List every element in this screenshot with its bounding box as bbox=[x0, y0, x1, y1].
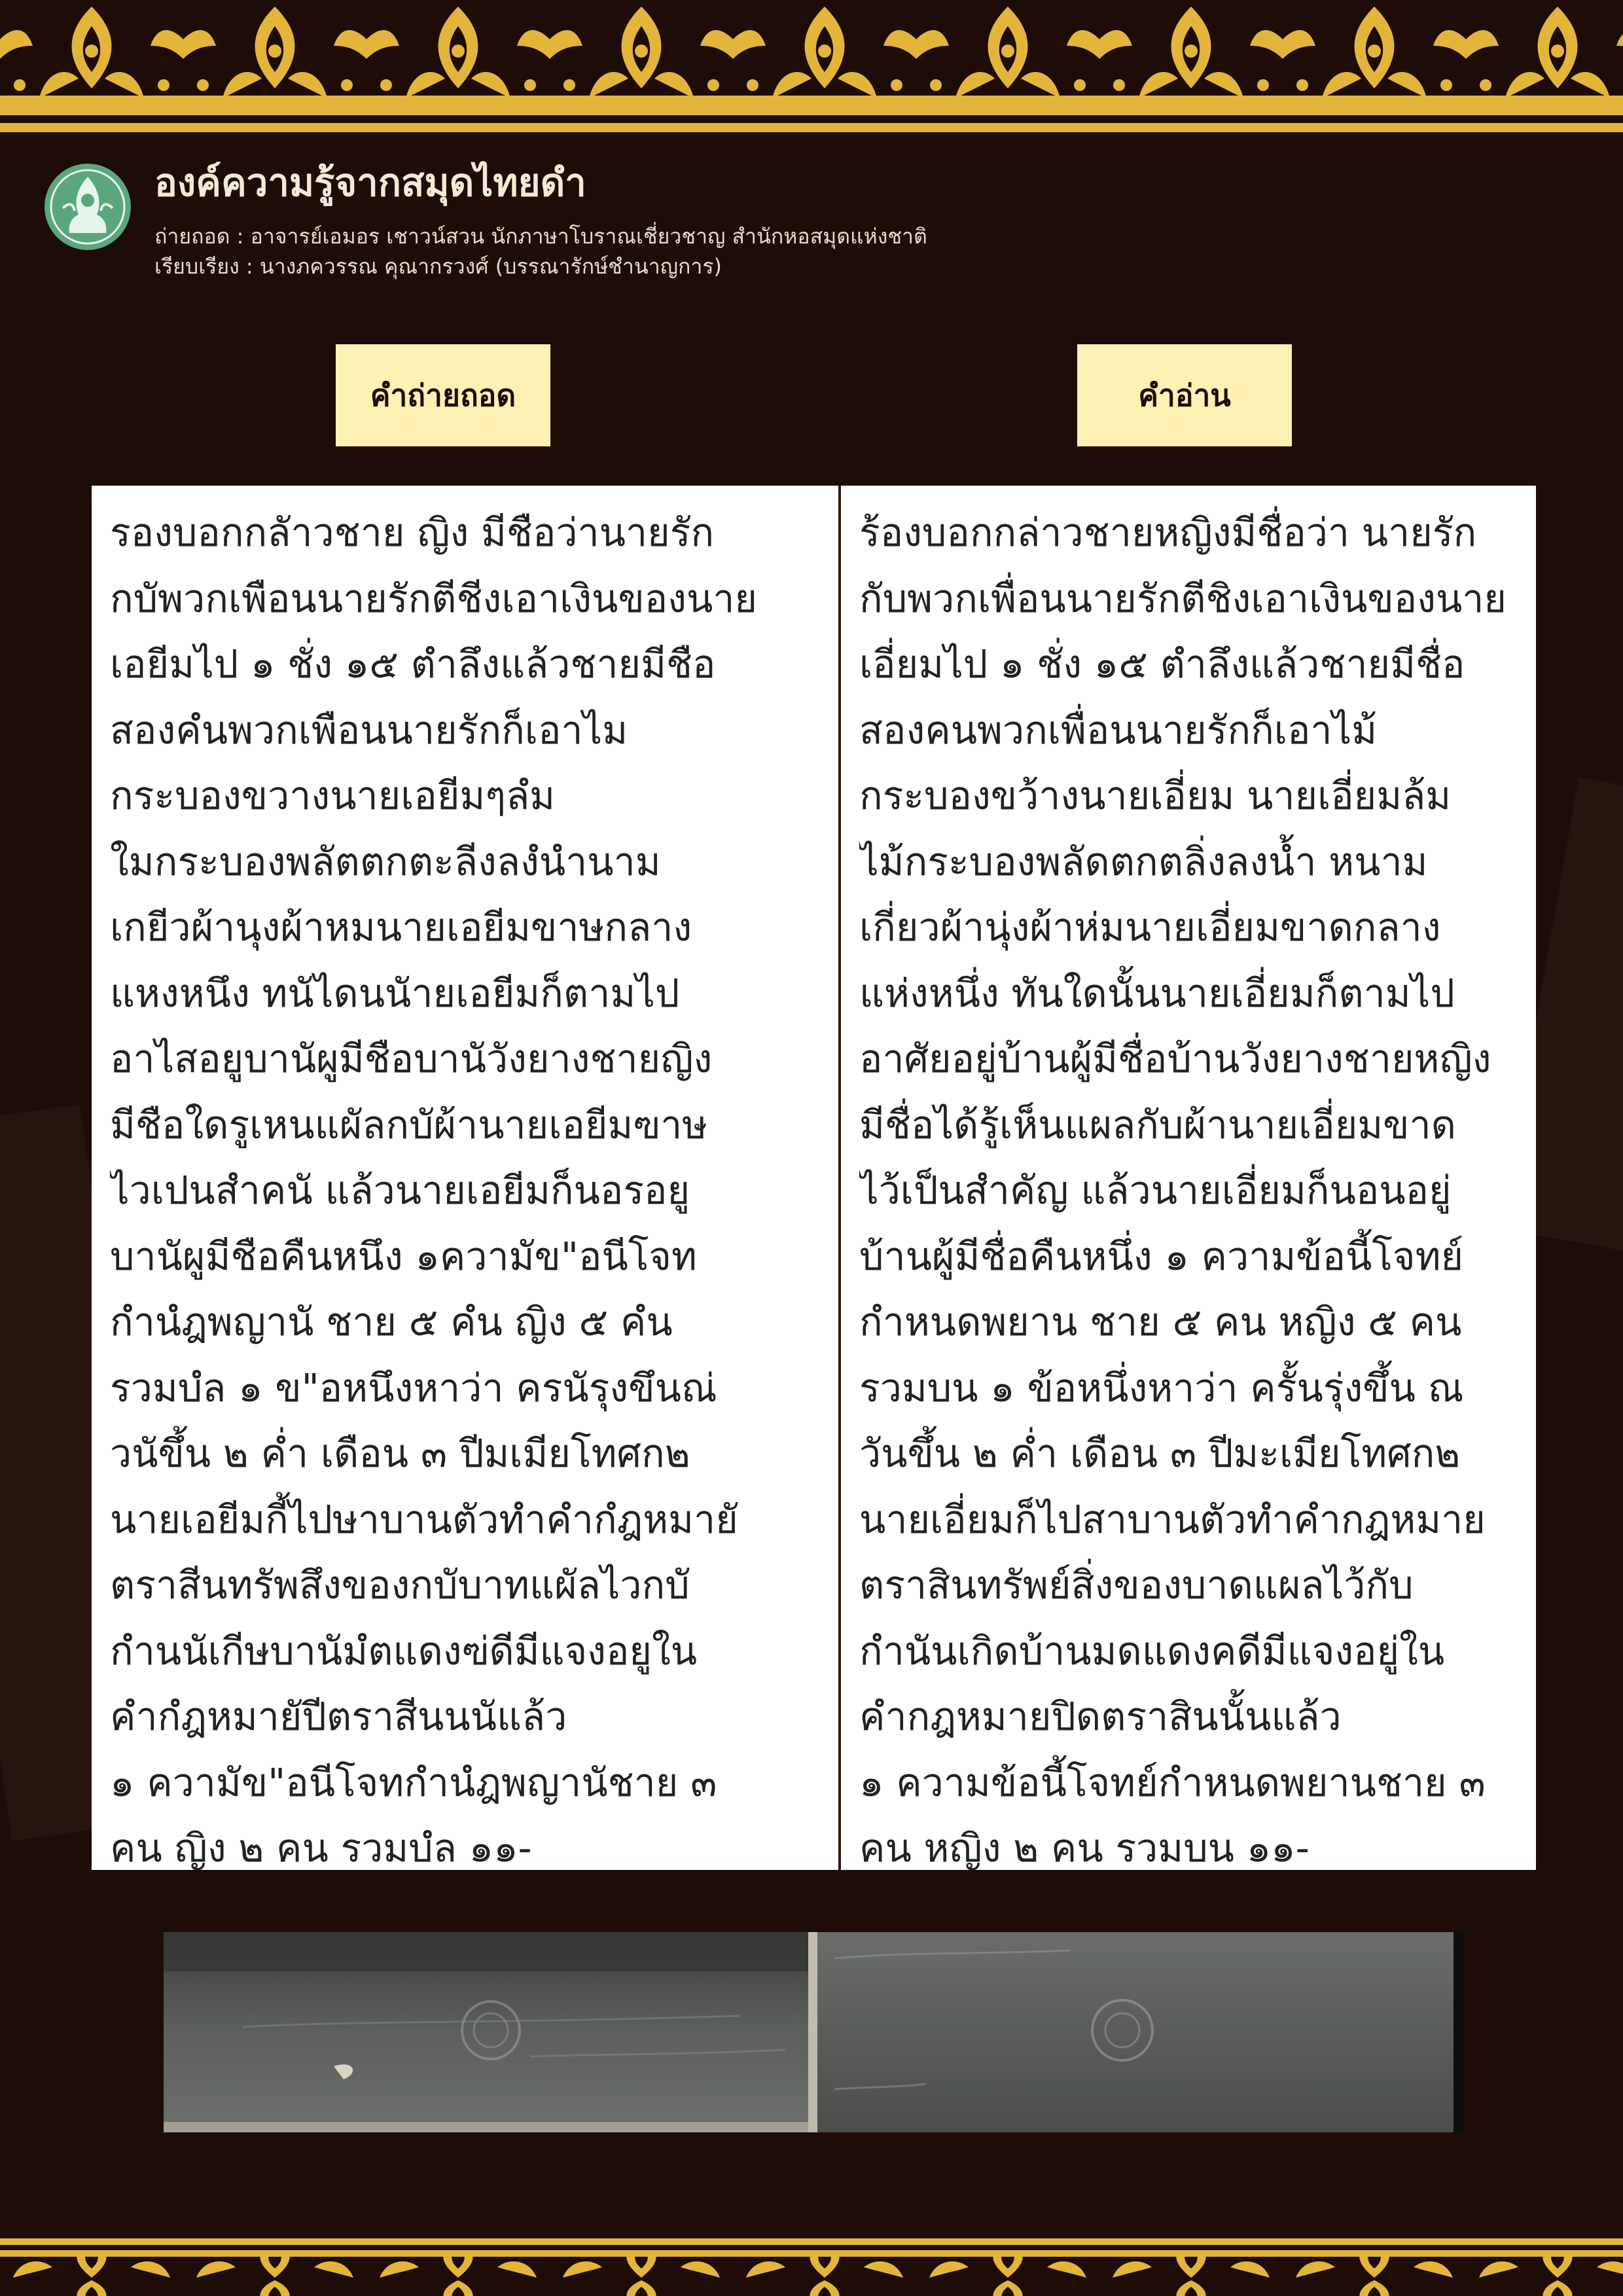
national-library-emblem-icon bbox=[43, 162, 132, 251]
manuscript-image-left bbox=[164, 1932, 808, 2132]
transcription-line: แหงหนึง ทนัไดนนัายเอยีมก็ตามไป bbox=[110, 970, 680, 1016]
reading-column-label: คำอ่าน bbox=[1077, 344, 1292, 446]
reading-line: ตราสินทรัพย์สิ่งของบาดแผลไว้กับ bbox=[859, 1562, 1414, 1607]
reading-line: นายเอี่ยมก็ไปสาบานตัวทำคำกฎหมาย bbox=[859, 1496, 1486, 1542]
transcription-line: มีชือใดรูเหนแผัลกบัผ้านายเอยีมฃาษ bbox=[110, 1102, 708, 1147]
transcription-line: สองคํนพวกเพือนนายรักก็เอาไม bbox=[110, 707, 628, 753]
reading-line: เอี่ยมไป ๑ ชั่ง ๑๕ ตำลึงแล้วชายมีชื่อ bbox=[859, 641, 1465, 687]
transcription-line: วนัขึ้น ๒ ค่ำ เดือน ๓ ปีมเมียโทศก๒ bbox=[110, 1431, 690, 1476]
page-title: องค์ความรู้จากสมุดไทยดำ bbox=[154, 160, 586, 205]
reading-line: กับพวกเพื่อนนายรักตีชิงเอาเงินของนาย bbox=[859, 575, 1507, 621]
reading-line: อาศัยอยู่บ้านผู้มีชื่อบ้านวังยางชายหญิง bbox=[859, 1036, 1491, 1081]
transcriber-credit: ถ่ายถอด : อาจารย์เอมอร เชาวน์สวน นักภาษาโบราณเชี่ยวชาญ สำนักหอสมุดแห่งชาติ bbox=[154, 224, 927, 249]
transcription-line: ตราสีนทรัพสึงของกบับาทแผัลไวกบั bbox=[110, 1562, 690, 1607]
reading-line: เกี่ยวผ้านุ่งผ้าห่มนายเอี่ยมขาดกลาง bbox=[859, 905, 1441, 950]
transcription-line: ใมกระบองพลัตตกตะลีงลงํนำนาม bbox=[110, 838, 661, 884]
reading-line: มีชื่อได้รู้เห็นแผลกับผ้านายเอี่ยมขาด bbox=[859, 1102, 1456, 1147]
reading-line: รวมบน ๑ ข้อหนึ่งหาว่า ครั้นรุ่งขึ้น ณ bbox=[859, 1365, 1464, 1410]
transcription-line: รองบอกกลัาวชาย ญิง มีชือว่านายรัก bbox=[110, 510, 715, 555]
transcription-column-label: คำถ่ายถอด bbox=[336, 344, 550, 446]
reading-line: ร้องบอกกล่าวชายหญิงมีชื่อว่า นายรัก bbox=[859, 510, 1477, 555]
reading-line: สองคนพวกเพื่อนนายรักก็เอาไม้ bbox=[859, 707, 1378, 753]
transcription-line: กบัพวกเพือนนายรักตีชีงเอาเงินของนาย bbox=[110, 575, 757, 621]
transcription-line: คน ญิง ๒ คน รวมบํล ๑๑- bbox=[110, 1825, 532, 1870]
reading-line: ไว้เป็นสำคัญ แล้วนายเอี่ยมก็นอนอยู่ bbox=[859, 1168, 1452, 1213]
reading-line: บ้านผู้มีชื่อคืนหนึ่ง ๑ ความข้อนี้โจทย์ bbox=[859, 1233, 1464, 1279]
transcription-line: อาไสอยูบานัผูมีชือบานัวังยางชายญิง bbox=[110, 1036, 713, 1081]
reading-line: แห่งหนึ่ง ทันใดนั้นนายเอี่ยมก็ตามไป bbox=[859, 970, 1455, 1016]
top-ornamental-border bbox=[0, 0, 1623, 139]
reading-line: ๑ ความข้อนี้โจทย์กำหนดพยานชาย ๓ bbox=[859, 1759, 1486, 1805]
transcription-panel bbox=[92, 486, 838, 1870]
manuscript-image-right bbox=[808, 1932, 1463, 2132]
compiler-credit: เรียบเรียง : นางภควรรณ คุณากรวงศ์ (บรรณารักษ์ชำนาญการ) bbox=[154, 254, 722, 279]
transcription-line: รวมบํล ๑ ข"อหนึงหาว่า ครนัรุงขึนณ่ bbox=[110, 1365, 717, 1410]
reading-line: คำกฎหมายปิดตราสินนั้นแล้ว bbox=[859, 1694, 1342, 1739]
transcription-line: บานัผูมีชือคืนหนึง ๑ความัข"อนีโจท bbox=[110, 1233, 697, 1279]
transcription-line: คำกํฎหมายัปีตราสีนนนัแล้ว bbox=[110, 1694, 567, 1739]
reading-panel bbox=[841, 486, 1536, 1870]
transcription-line: เอยีมไป ๑ ชั่ง ๑๕ ตำลึงแล้วชายมีชือ bbox=[110, 641, 716, 687]
reading-line: กำหนดพยาน ชาย ๕ คน หญิง ๕ คน bbox=[859, 1299, 1462, 1344]
transcription-line: เกยีวผ้านุงผ้าหมนายเอยีมขาษกลาง bbox=[110, 905, 692, 950]
reading-line: วันขึ้น ๒ ค่ำ เดือน ๓ ปีมะเมียโทศก๒ bbox=[859, 1431, 1461, 1476]
reading-line: ไม้กระบองพลัดตกตลิ่งลงน้ำ หนาม bbox=[859, 838, 1428, 884]
transcription-line: ไวเปนสำคนั แล้วนายเอยีมก็นอรอยู bbox=[110, 1168, 690, 1213]
reading-line: กระบองขว้างนายเอี่ยม นายเอี่ยมล้ม bbox=[859, 773, 1452, 818]
transcription-line: นายเอยีมกี้ไปษาบานตัวทำคำกํฎหมายั bbox=[110, 1496, 738, 1542]
transcription-line: กำนนัเกีษบานัมํตแดงฃ่ดีมีแจงอยูใน bbox=[110, 1628, 698, 1674]
transcription-line: ๑ ความัข"อนีโจทกำนํฎพญานัชาย ๓ bbox=[110, 1759, 717, 1805]
bottom-ornamental-border bbox=[0, 2238, 1623, 2296]
transcription-line: กำนํฎพญานั ชาย ๕ คํน ญิง ๕ คํน bbox=[110, 1299, 673, 1344]
reading-line: กำนันเกิดบ้านมดแดงคดีมีแจงอยู่ใน bbox=[859, 1628, 1445, 1674]
transcription-line: กระบองขวางนายเอยีมๆลํม bbox=[110, 773, 556, 818]
reading-line: คน หญิง ๒ คน รวมบน ๑๑- bbox=[859, 1825, 1310, 1870]
